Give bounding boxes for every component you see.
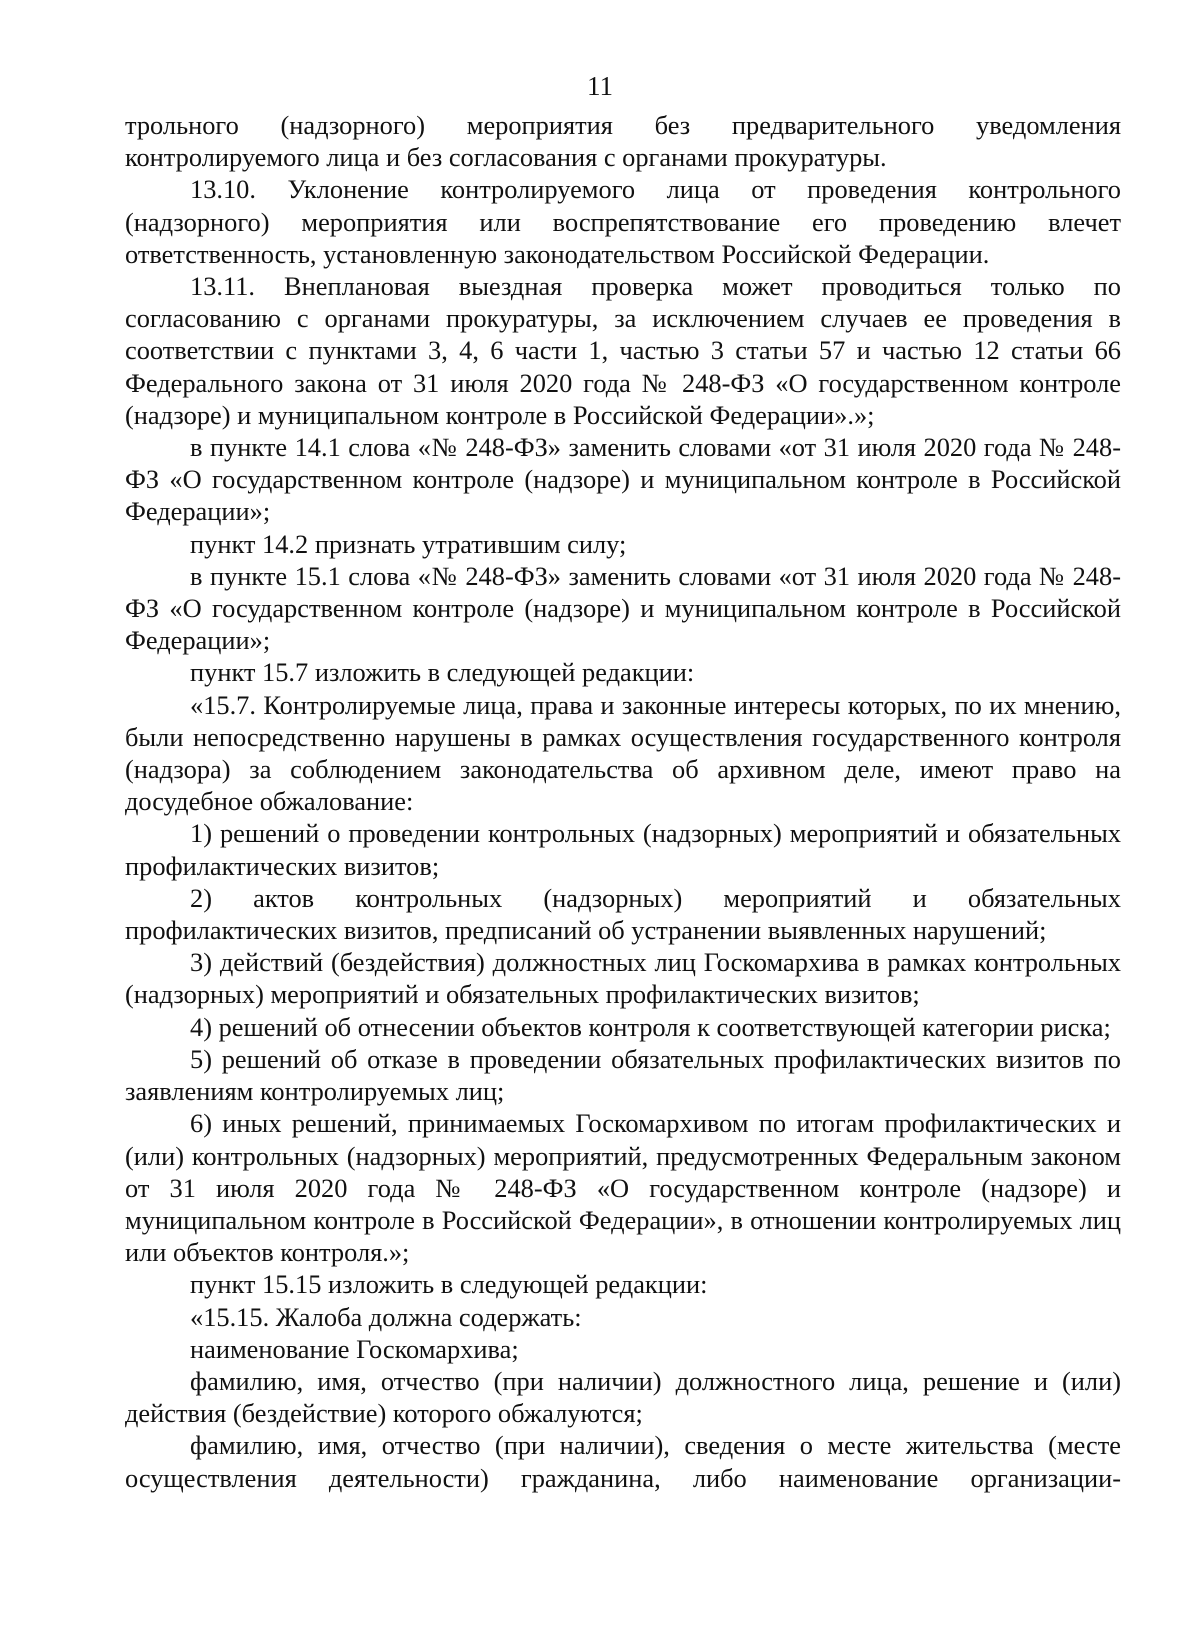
- list-item-2: 2) актов контрольных (надзорных) мероприятий и обязательных профилактических визитов, предписаний об устранении выявленных нарушений;: [125, 882, 1121, 946]
- amendment-15-7-intro: пункт 15.7 изложить в следующей редакции:: [190, 657, 695, 688]
- paragraph-13-11: 13.11. Внеплановая выездная проверка может проводиться только по согласованию с органами прокуратуры, за исключением случаев ее проведения в соответствии с пунктами 3, 4, 6 части 1, частью 3 статьи 57 и частью 12 статьи 66 Федерального закона от 31 июля 2020 года № 248-ФЗ «О государственном контроле (надзоре) и муниципальном контроле в Российской Федерации».»;: [125, 271, 1121, 430]
- list-item-4: 4) решений об отнесении объектов контроля к соответствующей категории риска;: [190, 1011, 1111, 1042]
- list-item-6: 6) иных решений, принимаемых Госкомархивом по итогам профилактических и (или) контрольных (надзорных) мероприятий, предусмотренных Федеральным законом от 31 июля 2020 года № 248-ФЗ «О государственном контроле (надзоре) и муниципальном контроле в Российской Федерации», в отношении контролируемых лиц или объектов контроля.»;: [125, 1108, 1121, 1268]
- paragraph-15-15: «15.15. Жалоба должна содержать:: [190, 1301, 582, 1332]
- complaint-item-official: фамилию, имя, отчество (при наличии) должностного лица, решение и (или) действия (бездействие) которого обжалуются;: [125, 1365, 1121, 1429]
- complaint-item-applicant: фамилию, имя, отчество (при наличии), сведения о месте жительства (месте осуществления деятельности) гражданина, либо наименование организации-: [125, 1430, 1121, 1493]
- page-number: 11: [587, 71, 613, 101]
- paragraph-continuation: трольного (надзорного) мероприятия без предварительного уведомления контролируемого лица и без согласования с органами прокуратуры.: [125, 110, 1121, 173]
- list-item-1: 1) решений о проведении контрольных (надзорных) мероприятий и обязательных профилактических визитов;: [125, 818, 1121, 881]
- list-item-3: 3) действий (бездействия) должностных лиц Госкомархива в рамках контрольных (надзорных) мероприятий и обязательных профилактических визитов;: [125, 947, 1121, 1010]
- amendment-15-15-intro: пункт 15.15 изложить в следующей редакции:: [190, 1269, 708, 1300]
- document-body: [125, 109, 1121, 1494]
- paragraph-15-7: «15.7. Контролируемые лица, права и законные интересы которых, по их мнению, были непосредственно нарушены в рамках осуществления государственного контроля (надзора) за соблюдением законодательства об архивном деле, имеют право на досудебное обжалование:: [125, 689, 1121, 817]
- amendment-14-1: в пункте 14.1 слова «№ 248-ФЗ» заменить словами «от 31 июля 2020 года № 248-ФЗ «О государственном контроле (надзоре) и муниципальном контроле в Российской Федерации»;: [125, 432, 1121, 527]
- complaint-item-name: наименование Госкомархива;: [190, 1333, 519, 1364]
- paragraph-13-10: 13.10. Уклонение контролируемого лица от проведения контрольного (надзорного) мероприятия или воспрепятствование его проведению влечет ответственность, установленную законодательством Российской Федерации.: [125, 174, 1121, 269]
- list-item-5: 5) решений об отказе в проведении обязательных профилактических визитов по заявлениям контролируемых лиц;: [125, 1043, 1121, 1107]
- amendment-14-2: пункт 14.2 признать утратившим силу;: [190, 528, 627, 559]
- amendment-15-1: в пункте 15.1 слова «№ 248-ФЗ» заменить словами «от 31 июля 2020 года № 248-ФЗ «О государственном контроле (надзоре) и муниципальном контроле в Российской Федерации»;: [125, 560, 1121, 656]
